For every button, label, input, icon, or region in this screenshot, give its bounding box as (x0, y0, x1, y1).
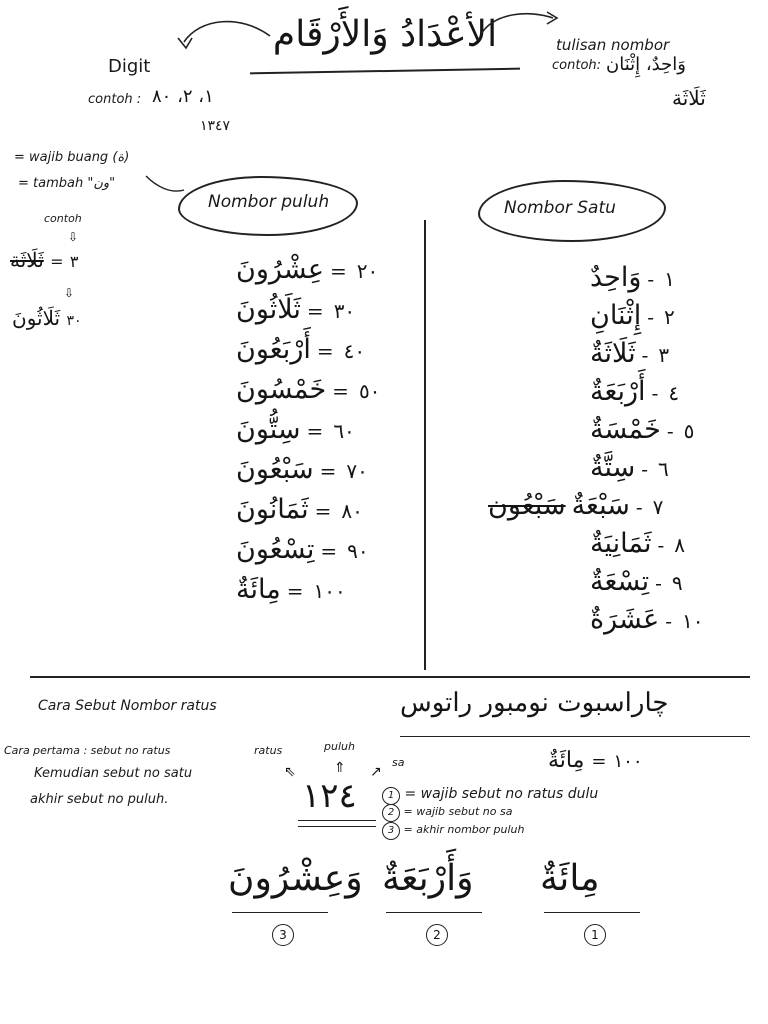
puluh-number: ٦٠ (333, 419, 355, 443)
satu-word: وَاحِدٌ (590, 262, 642, 293)
equals-sign: = (320, 539, 338, 563)
note-number-circle: 1 (382, 787, 400, 805)
label-puluh: puluh (324, 740, 355, 753)
nombor-puluh-label: Nombor puluh (208, 192, 330, 212)
rule-example-2-word: ثَلَاثُونَ (12, 306, 61, 330)
column-divider (424, 220, 426, 670)
final-word: مِائَةٌ (540, 858, 600, 899)
satu-row (590, 566, 687, 597)
rule-contoh: contoh (44, 212, 82, 225)
tulisan-label: tulisan nombor (556, 36, 670, 54)
satu-struck-word: سَبْعُون (488, 490, 566, 521)
final-word: وَأَرْبَعَةٌ (382, 858, 474, 899)
satu-word: تِسْعَةٌ (590, 566, 650, 597)
equals-sign: = (319, 459, 337, 483)
final-order-number: 3 (272, 924, 294, 946)
satu-word: أَرْبَعَةٌ (590, 376, 646, 407)
arrow-to-digit-icon (170, 8, 280, 58)
equals-sign: = (306, 299, 324, 323)
note-number-circle: 3 (382, 822, 400, 840)
final-order-number: 1 (584, 924, 606, 946)
satu-number: ٧ (652, 495, 664, 519)
satu-row (590, 452, 673, 483)
ratus-note (382, 822, 524, 840)
ratus-step-2: Kemudian sebut no satu (34, 766, 193, 781)
dash-sign: - (641, 457, 649, 481)
ratus-step-1: Cara pertama : sebut no ratus (4, 744, 171, 757)
digit-contoh-label: contoh : (88, 92, 142, 107)
dash-sign: - (655, 571, 662, 595)
arrow-up-sa-icon: ↗ (370, 764, 382, 780)
puluh-row (236, 254, 382, 285)
puluh-number: ٥٠ (358, 379, 381, 403)
puluh-number: ٤٠ (343, 339, 366, 363)
arrow-rule-icon (140, 170, 190, 200)
final-word-underline (232, 912, 328, 913)
final-order-number: 2 (426, 924, 448, 946)
rule-example-1-num: ٣ (69, 252, 79, 271)
satu-word: ثَمَانِيَةٌ (590, 528, 652, 559)
puluh-word: أَرْبَعُونَ (236, 334, 311, 365)
note-text: = akhir nombor puluh (400, 823, 525, 836)
satu-word: إِثْنَانِ (590, 300, 642, 331)
satu-row (590, 376, 683, 407)
final-order-circle (426, 924, 448, 946)
ratus-example-num: ١٠٠ (613, 751, 643, 772)
section-separator (30, 676, 750, 678)
puluh-word: خَمْسُونَ (236, 374, 327, 405)
ratus-note (382, 804, 512, 822)
satu-number: ٩ (671, 571, 683, 595)
equals-sign: = (329, 259, 347, 283)
digit-label: Digit (108, 56, 151, 77)
puluh-word: ثَلَاثُونَ (236, 294, 301, 325)
ratus-title-jawi: چاراسبوت نومبور راتوس (400, 688, 669, 718)
digit-example-2: ١٣٤٧ (200, 118, 231, 134)
satu-word: عَشَرَةٌ (590, 604, 660, 635)
rule-line-2: = tambah "ون" (18, 176, 116, 191)
ratus-example: مِائَةٌ = ١٠٠ (548, 748, 643, 773)
final-order-circle (584, 924, 606, 946)
satu-row (590, 300, 679, 331)
dash-sign: - (641, 343, 649, 367)
dash-sign: - (647, 305, 654, 329)
final-order-circle (272, 924, 294, 946)
equals-sign: = (332, 379, 349, 403)
big-number-underline-2 (298, 826, 376, 827)
dash-sign: - (665, 609, 673, 633)
satu-number: ٢ (663, 305, 675, 329)
satu-row (590, 604, 708, 635)
puluh-row (236, 334, 369, 365)
dash-sign: - (635, 495, 643, 519)
puluh-row (236, 374, 384, 405)
rule-example-2-num: ٣٠ (66, 313, 82, 329)
equals-sign: = (316, 339, 334, 363)
dash-sign: - (666, 419, 674, 443)
puluh-number: ٣٠ (333, 299, 356, 323)
puluh-number: ٩٠ (347, 539, 369, 563)
satu-row (590, 338, 673, 369)
final-word-underline (386, 912, 482, 913)
satu-word: سَبْعَةٌ (571, 490, 630, 521)
rule-line-1: = wajib buang (ة) (14, 150, 130, 165)
rule-example-1-word: ثَلَاثَة (10, 248, 44, 272)
arrow-down-icon: ⇩ (68, 230, 79, 244)
digit-example-1: ١، ٢، ٨٠ (152, 86, 214, 107)
puluh-row (236, 534, 373, 565)
label-sa: sa (392, 756, 405, 769)
satu-row (488, 490, 667, 521)
puluh-word: سِتُّونَ (236, 414, 301, 445)
ratus-title-underline (400, 736, 750, 737)
puluh-row (236, 454, 372, 485)
satu-number: ١ (664, 267, 675, 291)
satu-number: ١٠ (682, 609, 704, 633)
satu-row (590, 262, 679, 293)
ratus-example-word: مِائَةٌ (548, 748, 585, 773)
dash-sign: - (657, 533, 665, 557)
ratus-note (382, 786, 598, 805)
arrow-down-icon-2: ⇩ (64, 286, 75, 300)
satu-row (590, 414, 698, 445)
arrow-to-tulisan-icon (475, 4, 565, 44)
puluh-word: مِائَةٌ (236, 574, 281, 605)
puluh-number: ٧٠ (346, 459, 368, 483)
puluh-row (236, 414, 359, 445)
nombor-satu-label: Nombor Satu (504, 198, 616, 218)
puluh-row (236, 294, 359, 325)
page-title: الأعْدَادُ وَالأَرْقَام (272, 14, 498, 55)
equals-sign: = (306, 419, 324, 443)
equals-sign: = (314, 499, 332, 523)
satu-number: ٤ (668, 381, 680, 405)
tulisan-contoh-label: contoh: (552, 58, 602, 73)
ratus-title-latin: Cara Sebut Nombor ratus (38, 698, 217, 714)
puluh-word: سَبْعُونَ (236, 454, 314, 485)
note-number-circle: 2 (382, 804, 400, 822)
note-text: = wajib sebut no sa (400, 805, 513, 818)
satu-number: ٣ (658, 343, 670, 367)
big-number-underline-1 (298, 820, 376, 821)
satu-number: ٨ (674, 533, 686, 557)
label-ratus: ratus (254, 744, 283, 757)
equals-sign: = (286, 579, 304, 603)
satu-word: خَمْسَةٌ (590, 414, 661, 445)
final-word: وَعِشْرُونَ (228, 858, 363, 899)
puluh-row (236, 494, 367, 525)
rule-example-2 (12, 306, 82, 330)
ratus-step-3: akhir sebut no puluh. (30, 792, 169, 807)
puluh-word: تِسْعُونَ (236, 534, 315, 565)
puluh-number: ٨٠ (341, 499, 363, 523)
tulisan-example-2: ثَلَاثَة (672, 86, 706, 110)
satu-row (590, 528, 689, 559)
satu-number: ٥ (683, 419, 695, 443)
tulisan-example-1: وَاحِدٌ، إِثْنَان (606, 54, 686, 75)
satu-number: ٦ (658, 457, 669, 481)
puluh-word: عِشْرُونَ (236, 254, 324, 285)
dash-sign: - (647, 267, 655, 291)
dash-sign: - (651, 381, 659, 405)
rule-example-1: ثَلَاثَة = ٣ (10, 248, 79, 272)
note-text: = wajib sebut no ratus dulu (400, 786, 599, 802)
puluh-word: ثَمَانُونَ (236, 494, 309, 525)
puluh-row (236, 574, 350, 605)
satu-word: ثَلَاثَةٌ (590, 338, 636, 369)
big-number: ١٢٤ (302, 776, 357, 816)
arrow-up-puluh-icon: ⇑ (334, 760, 346, 776)
title-underline (250, 68, 520, 75)
puluh-number: ١٠٠ (313, 579, 346, 603)
satu-word: سِتَّةٌ (590, 452, 636, 483)
final-word-underline (544, 912, 640, 913)
arrow-up-ratus-icon: ⇖ (284, 764, 296, 780)
puluh-number: ٢٠ (356, 259, 379, 283)
